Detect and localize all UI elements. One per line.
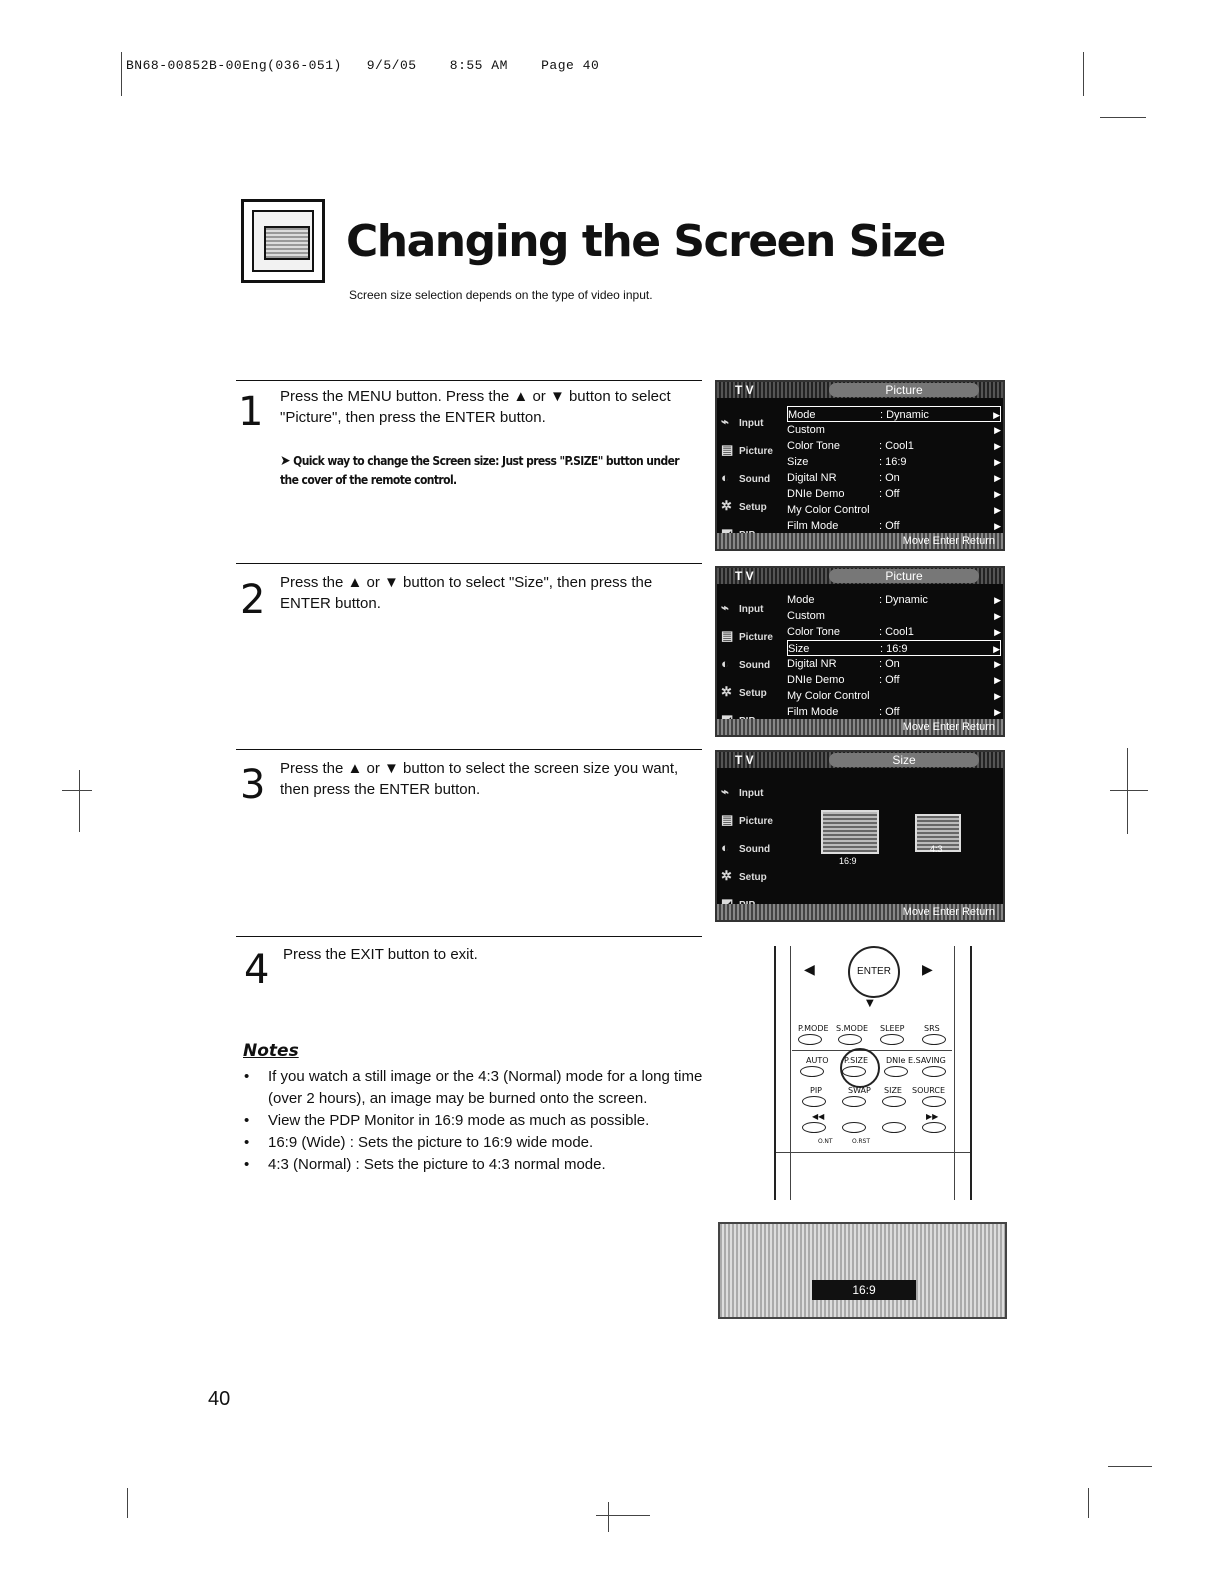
play-pause-button xyxy=(882,1122,906,1133)
page-title: Changing the Screen Size xyxy=(346,216,945,267)
step-text: Press the MENU button. Press the ▲ or ▼ button to select "Picture", then press the ENTER button. xyxy=(280,388,671,426)
registration-mark xyxy=(608,1502,609,1532)
picture-icon: ▤ xyxy=(721,812,734,827)
button-label: DNIe xyxy=(886,1056,906,1065)
pip-button xyxy=(802,1096,826,1107)
step-text: Press the ▲ or ▼ button to select "Size", then press the ENTER button. xyxy=(280,574,653,612)
antenna-icon: ⌁ xyxy=(721,600,729,615)
osd-picture-menu xyxy=(715,380,1005,551)
osd-side-input: ⌁ Input xyxy=(721,784,764,799)
antenna-icon: ⌁ xyxy=(721,414,729,429)
tv-icon xyxy=(241,199,325,283)
registration-mark xyxy=(62,790,92,791)
osd-tv-label: T V xyxy=(735,569,754,583)
osd-row: Mode : Dynamic ▶ xyxy=(787,406,1001,422)
osd-row: My Color Control ▶ xyxy=(787,504,1001,516)
step-number: 2 xyxy=(240,577,266,623)
osd-menu-title: Picture xyxy=(829,569,979,583)
tip-text: Quick way to change the Screen size: Just press "P.SIZE" button under the cover of the remote control. xyxy=(280,454,680,487)
page-subtitle: Screen size selection depends on the type of video input. xyxy=(349,288,653,302)
arrow-icon: ➤ xyxy=(280,453,290,469)
osd-side-setup: ✲ Setup xyxy=(721,498,767,513)
osd-side-input: ⌁ Input xyxy=(721,600,764,615)
esaving-button xyxy=(922,1066,946,1077)
header-file: BN68-00852B-00Eng(036-051) xyxy=(126,58,342,73)
size-option-label: 4:3 xyxy=(930,844,943,854)
crop-mark xyxy=(1108,1466,1152,1467)
fast-forward-icon: ▶▶ xyxy=(926,1112,939,1121)
registration-mark xyxy=(596,1515,650,1516)
note-item: • 4:3 (Normal) : Sets the picture to 4:3 normal mode. xyxy=(244,1154,734,1176)
registration-mark xyxy=(1110,790,1148,791)
button-label: P.SIZE xyxy=(844,1056,869,1065)
pmode-button xyxy=(798,1034,822,1045)
button-label: SIZE xyxy=(884,1086,902,1095)
picture-icon: ▤ xyxy=(721,442,734,457)
osd-row: Film Mode : Off ▶ xyxy=(787,706,1001,718)
sound-icon: ◐ xyxy=(721,840,729,855)
picture-icon: ▤ xyxy=(721,628,734,643)
crop-mark xyxy=(1100,117,1146,118)
osd-size-menu xyxy=(715,750,1005,922)
registration-mark xyxy=(1127,748,1128,834)
button-label: SLEEP xyxy=(880,1024,905,1033)
step-rule xyxy=(236,380,702,381)
auto-button xyxy=(800,1066,824,1077)
header-time: 8:55 AM xyxy=(449,58,508,73)
crop-mark xyxy=(121,52,122,96)
osd-side-input: ⌁ Input xyxy=(721,414,764,429)
page-number: 40 xyxy=(208,1388,231,1410)
osd-side-picture: ▤ Picture xyxy=(721,812,773,827)
header-page-number: 40 xyxy=(582,58,600,73)
source-button xyxy=(922,1096,946,1107)
button-label: S.MODE xyxy=(836,1024,869,1033)
screen-16-9-illustration xyxy=(718,1222,1007,1319)
enter-button: ENTER xyxy=(848,946,900,998)
step-text: Press the ▲ or ▼ button to select the screen size you want, then press the ENTER button. xyxy=(280,760,679,798)
rewind-icon: ◀◀ xyxy=(812,1112,825,1121)
osd-bottom-bar: Move Enter Return xyxy=(717,533,1003,549)
button-label: SRS xyxy=(924,1024,940,1033)
rewind-button xyxy=(802,1122,826,1133)
osd-menu-title: Picture xyxy=(829,383,979,397)
crop-mark xyxy=(1083,52,1084,96)
dnie-button xyxy=(884,1066,908,1077)
left-arrow-icon: ◀ xyxy=(804,962,815,978)
osd-row: Mode : Dynamic ▶ xyxy=(787,594,1001,606)
button-label: E.SAVING xyxy=(908,1056,946,1065)
osd-row: Size : 16:9 ▶ xyxy=(787,456,1001,468)
osd-size-banner: 16:9 xyxy=(812,1280,916,1300)
osd-row: Color Tone : Cool1 ▶ xyxy=(787,626,1001,638)
note-item: • If you watch a still image or the 4:3 (Normal) mode for a long time (over 2 hours), an image may be burned onto the screen. xyxy=(244,1066,734,1110)
button-label: O.NT xyxy=(818,1138,833,1145)
osd-tv-label: T V xyxy=(735,753,754,767)
osd-side-sound: ◐ Sound xyxy=(721,470,771,485)
sound-icon: ◐ xyxy=(721,470,729,485)
tip xyxy=(280,452,700,490)
fast-forward-button xyxy=(922,1122,946,1133)
antenna-icon: ⌁ xyxy=(721,784,729,799)
step-number: 1 xyxy=(238,389,264,435)
osd-picture-menu-size xyxy=(715,566,1005,737)
setup-icon: ✲ xyxy=(721,498,732,513)
osd-row: Size : 16:9 ▶ xyxy=(787,640,1001,656)
notes-title: Notes xyxy=(243,1041,299,1061)
osd-row: My Color Control ▶ xyxy=(787,690,1001,702)
osd-row: Digital NR : On ▶ xyxy=(787,658,1001,670)
swap-button xyxy=(842,1096,866,1107)
button-label: P.MODE xyxy=(798,1024,829,1033)
osd-tv-label: T V xyxy=(735,383,754,397)
button-label: PIP xyxy=(810,1086,823,1095)
psize-highlight xyxy=(840,1048,880,1088)
step-rule xyxy=(236,563,702,564)
size-option-16-9 xyxy=(821,810,879,854)
osd-row: DNIe Demo : Off ▶ xyxy=(787,674,1001,686)
size-button xyxy=(882,1096,906,1107)
osd-row: Film Mode : Off ▶ xyxy=(787,520,1001,532)
osd-bottom-bar: Move Enter Return xyxy=(717,719,1003,735)
header-date: 9/5/05 xyxy=(366,58,417,73)
osd-row: Digital NR : On ▶ xyxy=(787,472,1001,484)
osd-row: DNIe Demo : Off ▶ xyxy=(787,488,1001,500)
osd-side-picture: ▤ Picture xyxy=(721,628,773,643)
registration-mark xyxy=(79,770,80,832)
button-label: O.RST xyxy=(852,1138,871,1145)
osd-menu-title: Size xyxy=(829,753,979,767)
step-number: 4 xyxy=(244,947,270,993)
sleep-button xyxy=(880,1034,904,1045)
sound-icon: ◐ xyxy=(721,656,729,671)
osd-side-setup: ✲ Setup xyxy=(721,684,767,699)
button-label: SOURCE xyxy=(912,1086,946,1095)
size-option-label: 16:9 xyxy=(839,856,857,866)
note-item: • View the PDP Monitor in 16:9 mode as much as possible. xyxy=(244,1110,734,1132)
step-rule xyxy=(236,936,702,937)
step-rule xyxy=(236,749,702,750)
setup-icon: ✲ xyxy=(721,684,732,699)
osd-side-sound: ◐ Sound xyxy=(721,656,771,671)
smode-button xyxy=(838,1034,862,1045)
stop-button xyxy=(842,1122,866,1133)
osd-row: Custom ▶ xyxy=(787,424,1001,436)
osd-row: Custom ▶ xyxy=(787,610,1001,622)
step-number: 3 xyxy=(240,762,266,808)
step-text: Press the EXIT button to exit. xyxy=(283,946,478,963)
osd-side-picture: ▤ Picture xyxy=(721,442,773,457)
setup-icon: ✲ xyxy=(721,868,732,883)
button-label: SWAP xyxy=(848,1086,871,1095)
note-item: • 16:9 (Wide) : Sets the picture to 16:9 wide mode. xyxy=(244,1132,734,1154)
crop-mark xyxy=(127,1488,128,1518)
osd-row: Color Tone : Cool1 ▶ xyxy=(787,440,1001,452)
crop-mark xyxy=(1088,1488,1089,1518)
osd-side-setup: ✲ Setup xyxy=(721,868,767,883)
header-page-label: Page xyxy=(541,58,575,73)
button-label: AUTO xyxy=(806,1056,829,1065)
down-arrow-icon: ▼ xyxy=(866,998,874,1009)
remote-control xyxy=(774,946,972,1200)
notes-list xyxy=(244,1066,734,1176)
osd-bottom-bar: Move Enter Return xyxy=(717,904,1003,920)
right-arrow-icon: ▶ xyxy=(922,962,933,978)
srs-button xyxy=(922,1034,946,1045)
osd-side-sound: ◐ Sound xyxy=(721,840,771,855)
print-header xyxy=(126,58,599,73)
